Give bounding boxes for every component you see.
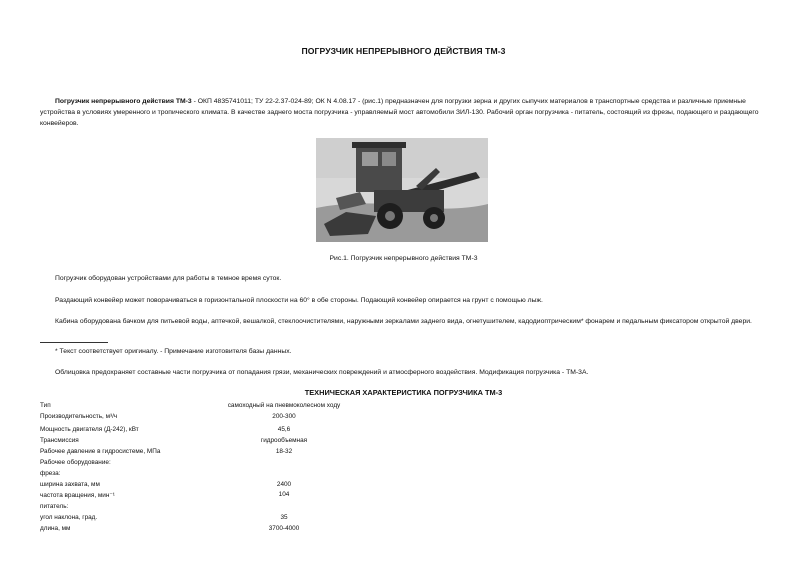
spec-row: питатель: [40, 503, 69, 510]
spec-row: Рабочее оборудование: [40, 459, 111, 466]
paragraph-4: Облицовка предохраняет составные части погрузчика от попадания грязи, механических повреждений и атмосферного воздействия. Модификация погрузчика - ТМ-3А. [55, 369, 589, 376]
page-title: ПОГРУЗЧИК НЕПРЕРЫВНОГО ДЕЙСТВИЯ ТМ-3 [301, 46, 506, 56]
footnote-divider [40, 342, 108, 343]
spec-row: ширина захвата, мм 2400 [40, 481, 292, 488]
intro-bold-name: Погрузчик непрерывного действия ТМ-3 [55, 98, 192, 105]
spec-row: Производительность, м³/ч 200-300 [40, 413, 296, 420]
spec-row: угол наклона, град. 35 [40, 514, 288, 521]
intro-paragraph [40, 96, 767, 129]
spec-row: Рабочее давление в гидросистеме, МПа 18-32 [40, 448, 293, 455]
spec-row: Трансмиссия гидрообъемная [40, 437, 308, 444]
spec-row: Тип самоходный на пневмоколесном ходу [40, 402, 341, 409]
table-title: ТЕХНИЧЕСКАЯ ХАРАКТЕРИСТИКА ПОГРУЗЧИКА ТМ-3 [304, 388, 503, 397]
paragraph-1: Погрузчик оборудован устройствами для работы в темное время суток. [55, 275, 282, 282]
figure-caption: Рис.1. Погрузчик непрерывного действия ТМ-3 [329, 255, 478, 262]
paragraph-3: Кабина оборудована бачком для питьевой воды, аптечкой, вешалкой, стеклоочистителями, наружными зеркалами заднего вида, огнетушителем, кадодиоптрическим* фонарем и педальным фиксатором открытой двери. [55, 318, 752, 325]
spec-row: длина, мм 3700-4000 [40, 525, 300, 532]
loader-photo [316, 138, 488, 242]
intro-text: - ОКП 4835741011; ТУ 22-2.37-024-89; ОК N 4.08.17 - (рис.1) предназначен для погрузки зерна и других сыпучих материалов в транспортные средства и различные приемные устройства в условиях умеренного и тропического климата. В качестве заднего моста погрузчика - управляемый мост автомобили ЗИЛ-130. Рабочий орган погрузчика - питатель, состоящий из фрезы, подающего и раздающего конвейеров. [40, 98, 759, 127]
spec-row: частота вращения, мин⁻¹ 104 [40, 491, 290, 499]
footnote: * Текст соответствует оригиналу. - Примечание изготовителя базы данных. [55, 348, 292, 355]
spec-row: фреза: [40, 470, 61, 477]
paragraph-2: Раздающий конвейер может поворачиваться в горизонтальной плоскости на 60° в обе стороны. Подающий конвейер опирается на грунт с помощью лыж. [55, 297, 543, 304]
spec-row: Мощность двигателя (Д-242), кВт 45,6 [40, 426, 291, 433]
